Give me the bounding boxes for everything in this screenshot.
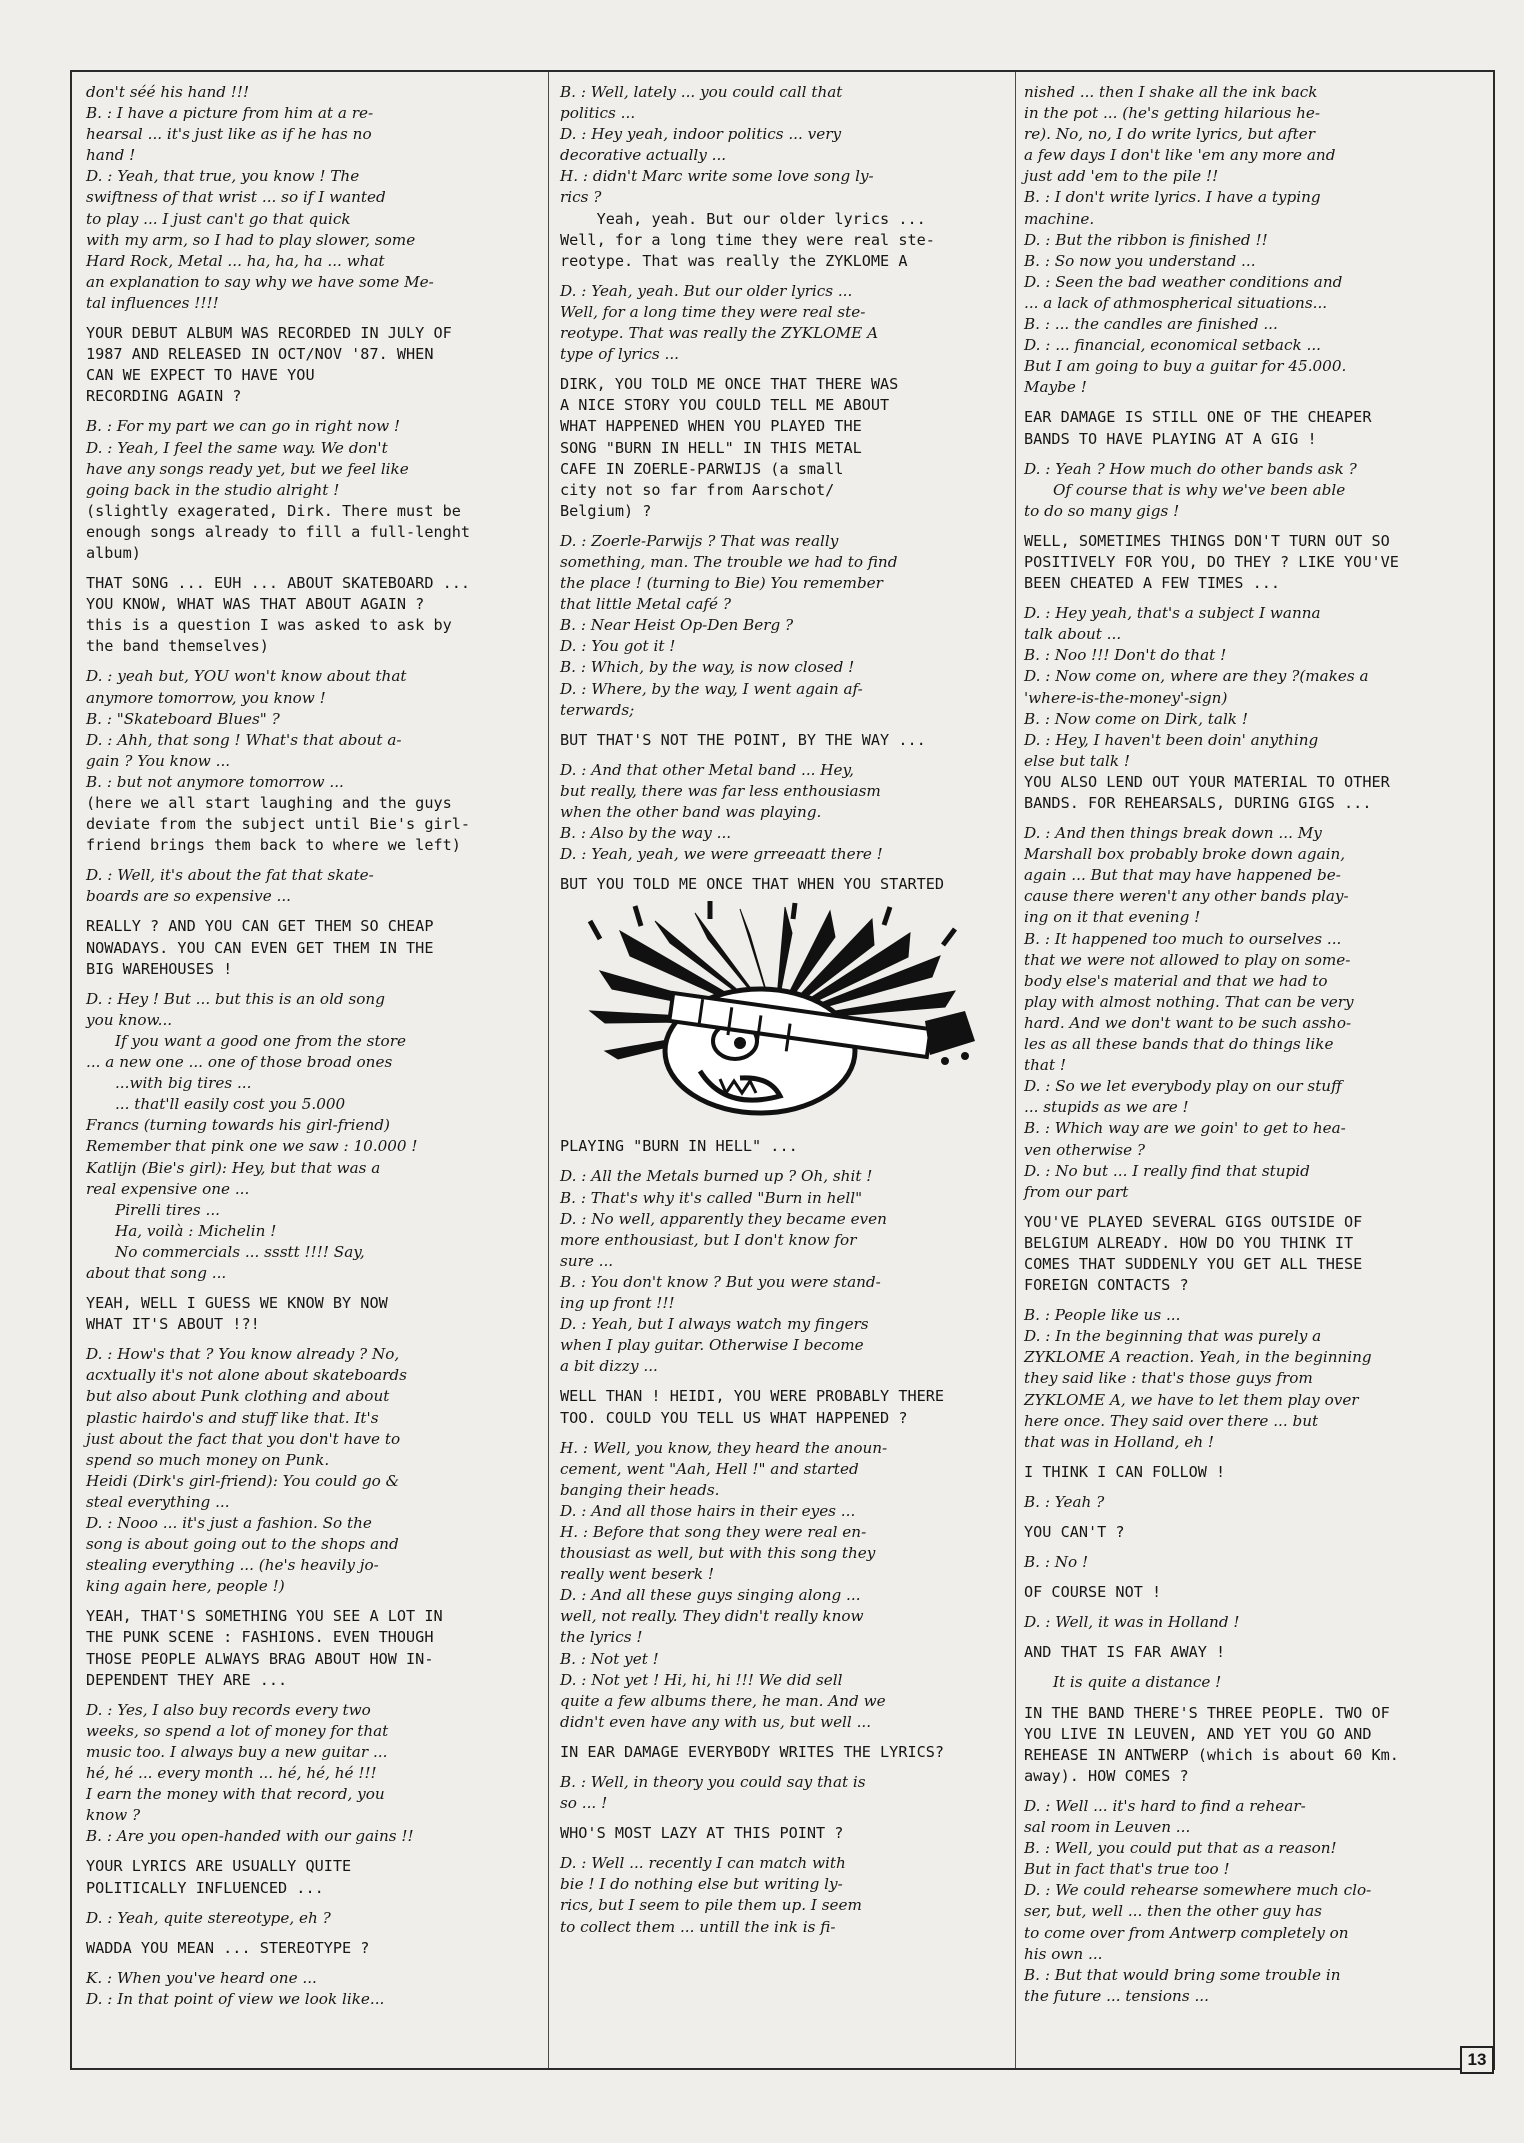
answer-line: Pirelli tires ... <box>86 1200 221 1219</box>
question-line: (here we all start laughing and the guys <box>86 794 452 812</box>
answer-line: song is about going out to the shops and <box>86 1535 399 1554</box>
answer-line: an explanation to say why we have some Me- <box>86 272 434 291</box>
answer-line: les as all these bands that do things like <box>1024 1035 1334 1054</box>
answer-line: D. : Hey yeah, that's a subject I wanna <box>1024 604 1321 623</box>
answer-line: D. : And then things break down ... My <box>1024 824 1322 843</box>
answer-line: B. : It happened too much to ourselves ... <box>1024 929 1342 948</box>
paragraph-gap <box>86 564 534 573</box>
answer-line: hard. And we don't want to be such assho- <box>1024 1013 1352 1032</box>
answer-line: machine. <box>1024 209 1095 228</box>
answer-line: ... a new one ... one of those broad ones <box>86 1053 393 1072</box>
question-line: WHO'S MOST LAZY AT THIS POINT ? <box>560 1824 844 1843</box>
paragraph-gap <box>86 1929 534 1938</box>
answer-line: D. : No but ... I really find that stupid <box>1024 1161 1310 1180</box>
question-line: A NICE STORY YOU COULD TELL ME ABOUT <box>560 396 890 415</box>
paragraph-gap <box>560 365 1010 374</box>
answer-line: D. : Well ... recently I can match with <box>560 1854 846 1873</box>
answer-line: D. : How's that ? You know already ? No, <box>86 1345 400 1364</box>
answer-line: B. : People like us ... <box>1024 1306 1181 1325</box>
question-line: OF COURSE NOT ! <box>1024 1583 1162 1602</box>
question-line: BELGIUM ALREADY. HOW DO YOU THINK IT <box>1024 1233 1354 1252</box>
answer-line: have any songs ready yet, but we feel like <box>86 459 409 478</box>
answer-line: weeks, so spend a lot of money for that <box>86 1721 389 1740</box>
question-line: IN THE BAND THERE'S THREE PEOPLE. TWO OF <box>1024 1703 1390 1722</box>
answer-line: cause there weren't any other bands play- <box>1024 887 1349 906</box>
answer-line: It is quite a distance ! <box>1024 1673 1222 1692</box>
answer-line: B. : So now you understand ... <box>1024 251 1256 270</box>
paragraph-gap <box>1024 814 1469 823</box>
question-line: WELL THAN ! HEIDI, YOU WERE PROBABLY THERE <box>560 1387 945 1406</box>
answer-line: rics, but I seem to pile them up. I seem <box>560 1896 862 1915</box>
paragraph-gap <box>560 522 1010 531</box>
answer-line: stealing everything ... (he's heavily jo- <box>86 1556 379 1575</box>
answer-line: they said like : that's those guys from <box>1024 1369 1313 1388</box>
answer-line: B. : Noo !!! Don't do that ! <box>1024 646 1227 665</box>
answer-line: Marshall box probably broke down again, <box>1024 845 1346 864</box>
paragraph-gap <box>1024 1453 1469 1462</box>
column-rule-1 <box>548 72 549 2068</box>
question-line: Well, for a long time they were real ste- <box>560 230 935 249</box>
question-line: Belgium) ? <box>560 501 652 520</box>
answer-line: D. : So we let everybody play on our stuff <box>1024 1077 1342 1096</box>
answer-line: B. : "Skateboard Blues" ? <box>86 709 280 728</box>
answer-line: H. : Well, you know, they heard the anoun- <box>560 1438 888 1457</box>
answer-line: that was in Holland, eh ! <box>1024 1432 1215 1451</box>
question-line: album) <box>86 543 141 562</box>
answer-line: with my arm, so I had to play slower, some <box>86 230 416 249</box>
answer-line: D. : Yeah, yeah. But our older lyrics ... <box>560 281 853 300</box>
answer-line: the future ... tensions ... <box>1024 1986 1209 2005</box>
question-line: city not so far from Aarschot/ <box>560 480 835 499</box>
answer-line: B. : Which way are we goin' to get to hea- <box>1024 1119 1346 1138</box>
answer-line: sal room in Leuven ... <box>1024 1818 1191 1837</box>
question-line: EAR DAMAGE IS STILL ONE OF THE CHEAPER <box>1024 408 1372 427</box>
answer-line: D. : Yeah, quite stereotype, eh ? <box>86 1908 331 1927</box>
answer-line: D. : Nooo ... it's just a fashion. So the <box>86 1514 372 1532</box>
question-line: SONG "BURN IN HELL" IN THIS METAL <box>560 438 862 457</box>
question-line: WADDA YOU MEAN ... STEREOTYPE ? <box>86 1938 370 1957</box>
answer-line: D. : Well, it was in Holland ! <box>1024 1613 1240 1632</box>
answer-line: here once. They said over there ... but <box>1024 1411 1319 1430</box>
paragraph-gap <box>86 1691 534 1700</box>
paragraph-gap <box>560 1157 1010 1166</box>
answer-line: the lyrics ! <box>560 1628 643 1647</box>
paragraph-gap <box>86 1335 534 1344</box>
paragraph-gap <box>560 1429 1010 1438</box>
answer-line: ven otherwise ? <box>1024 1140 1146 1159</box>
question-line: AND THAT IS FAR AWAY ! <box>1024 1643 1226 1662</box>
answer-line: else but talk ! <box>1024 751 1131 770</box>
answer-line: D. : You got it ! <box>560 637 676 656</box>
answer-line: re). No, no, I do write lyrics, but after <box>1024 125 1316 144</box>
answer-line: Maybe ! <box>1024 378 1087 397</box>
answer-line: the place ! (turning to Bie) You remember <box>560 574 883 593</box>
question-line: BUT YOU TOLD ME ONCE THAT WHEN YOU STARTED <box>560 875 945 894</box>
answer-line: D. : And all those hairs in their eyes ... <box>560 1501 856 1520</box>
question-line: POLITICALLY INFLUENCED ... <box>86 1878 324 1897</box>
answer-line: ... a lack of athmospherical situations... <box>1024 293 1328 312</box>
answer-line: B. : Well, in theory you could say that is <box>560 1773 866 1791</box>
question-line: CAN WE EXPECT TO HAVE YOU <box>86 366 315 385</box>
paragraph-gap <box>1024 1603 1469 1612</box>
answer-line: B. : Also by the way ... <box>560 824 732 843</box>
answer-line: reotype. That was really the ZYKLOME A <box>560 324 879 343</box>
paragraph-gap <box>86 1847 534 1856</box>
answer-line: Hard Rock, Metal ... ha, ha, ha ... what <box>86 251 385 270</box>
answer-line: D. : Yeah, I feel the same way. We don't <box>86 438 388 457</box>
answer-line: something, man. The trouble we had to find <box>560 552 898 571</box>
answer-line: steal everything ... <box>86 1492 230 1511</box>
answer-line: really went beserk ! <box>560 1565 715 1584</box>
answer-line: about that song ... <box>86 1263 227 1282</box>
question-line: TOO. COULD YOU TELL US WHAT HAPPENED ? <box>560 1408 908 1427</box>
paragraph-gap <box>560 272 1010 281</box>
question-line: THOSE PEOPLE ALWAYS BRAG ABOUT HOW IN- <box>86 1649 434 1668</box>
answer-line: H. : didn't Marc write some love song ly- <box>560 167 874 186</box>
paragraph-gap <box>86 907 534 916</box>
paragraph-gap <box>86 856 534 865</box>
paragraph-gap <box>560 751 1010 760</box>
column-1 <box>86 82 534 2010</box>
question-line: DIRK, YOU TOLD ME ONCE THAT THERE WAS <box>560 375 899 394</box>
answer-line: B. : Are you open-handed with our gains !! <box>86 1827 414 1846</box>
answer-line: D. : Yeah, yeah, we were grreeaatt there ! <box>560 845 883 864</box>
answer-line: don't séé his hand !!! <box>86 83 250 101</box>
answer-line: B. : No ! <box>1024 1553 1089 1572</box>
answer-line: body else's material and that we had to <box>1024 971 1328 990</box>
answer-line: B. : That's why it's called "Burn in hell" <box>560 1188 863 1207</box>
answer-line: B. : but not anymore tomorrow ... <box>86 772 344 791</box>
answer-line: But I am going to buy a guitar for 45.000. <box>1024 357 1347 376</box>
question-line: YOU LIVE IN LEUVEN, AND YET YOU GO AND <box>1024 1724 1372 1743</box>
answer-line: spend so much money on Punk. <box>86 1450 330 1469</box>
paragraph-gap <box>86 1899 534 1908</box>
question-line: friend brings them back to where we left) <box>86 836 461 855</box>
answer-line: D. : Now come on, where are they ?(makes a <box>1024 667 1369 686</box>
answer-line: more enthousiast, but I don't know for <box>560 1230 857 1249</box>
answer-line: to collect them ... untill the ink is fi- <box>560 1917 836 1936</box>
paragraph-gap <box>1024 1543 1469 1552</box>
answer-line: to do so many gigs ! <box>1024 501 1180 520</box>
answer-line: D. : Where, by the way, I went again af- <box>560 679 863 698</box>
question-line: enough songs already to fill a full-lenght <box>86 522 471 541</box>
question-line: YEAH, THAT'S SOMETHING YOU SEE A LOT IN <box>86 1607 443 1626</box>
answer-line: D. : In that point of view we look like... <box>86 1989 385 2008</box>
answer-line: from our part <box>1024 1182 1129 1201</box>
answer-line: decorative actually ... <box>560 146 727 165</box>
answer-line: type of lyrics ... <box>560 345 679 364</box>
question-line: YOUR LYRICS ARE USUALLY QUITE <box>86 1857 352 1876</box>
answer-line: B. : Yeah ? <box>1024 1492 1105 1511</box>
answer-line: B. : ... the candles are finished ... <box>1024 315 1278 334</box>
answer-line: cement, went "Aah, Hell !" and started <box>560 1459 859 1478</box>
answer-line: anymore tomorrow, you know ! <box>86 688 326 707</box>
answer-line: know ? <box>86 1806 141 1825</box>
question-line: REHEASE IN ANTWERP (which is about 60 Km. <box>1024 1745 1399 1764</box>
paragraph-gap <box>86 1597 534 1606</box>
answer-line: just about the fact that you don't have to <box>86 1429 401 1448</box>
question-line: away). HOW COMES ? <box>1024 1766 1189 1785</box>
paragraph-gap <box>560 721 1010 730</box>
answer-line: B. : I don't write lyrics. I have a typing <box>1024 188 1321 207</box>
answer-line: but really, there was far less enthousiasm <box>560 781 881 800</box>
answer-line: in the pot ... (he's getting hilarious he- <box>1024 104 1320 123</box>
answer-line: ... stupids as we are ! <box>1024 1098 1189 1117</box>
question-line: (slightly exagerated, Dirk. There must be <box>86 501 461 520</box>
answer-line: D. : Ahh, that song ! What's that about a- <box>86 730 402 749</box>
question-line: YOUR DEBUT ALBUM WAS RECORDED IN JULY OF <box>86 324 452 343</box>
answer-line: D. : Yes, I also buy records every two <box>86 1700 371 1719</box>
paragraph-gap <box>1024 1203 1469 1212</box>
answer-line: to play ... I just can't go that quick <box>86 209 351 228</box>
answer-line: didn't even have any with us, but well ... <box>560 1712 872 1731</box>
question-line: BUT THAT'S NOT THE POINT, BY THE WAY ... <box>560 730 926 749</box>
answer-line: that ! <box>1024 1056 1066 1075</box>
answer-line: play with almost nothing. That can be very <box>1024 992 1354 1011</box>
answer-line: again ... But that may have happened be- <box>1024 866 1341 885</box>
answer-line: D. : ... financial, economical setback ... <box>1024 336 1321 355</box>
paragraph-gap <box>560 1844 1010 1853</box>
column-rule-2 <box>1015 72 1016 2068</box>
answer-line: his own ... <box>1024 1944 1103 1963</box>
answer-line: plastic hairdo's and stuff like that. It's <box>86 1408 379 1427</box>
answer-line: ser, but, well ... then the other guy has <box>1024 1902 1322 1921</box>
paragraph-gap <box>86 1284 534 1293</box>
question-line: BANDS TO HAVE PLAYING AT A GIG ! <box>1024 429 1317 448</box>
answer-line: D. : We could rehearse somewhere much clo- <box>1024 1881 1372 1900</box>
paragraph-gap <box>1024 1694 1469 1703</box>
paragraph-gap <box>1024 1663 1469 1672</box>
answer-line: going back in the studio alright ! <box>86 480 340 499</box>
answer-line: when the other band was playing. <box>560 803 822 821</box>
answer-line: hearsal ... it's just like as if he has no <box>86 125 372 144</box>
answer-line: 'where-is-the-money'-sign) <box>1024 688 1228 707</box>
answer-line: B. : Near Heist Op-Den Berg ? <box>560 616 794 635</box>
answer-line: that little Metal café ? <box>560 595 731 614</box>
paragraph-gap <box>1024 1483 1469 1492</box>
answer-line: so ... ! <box>560 1794 608 1813</box>
answer-line: music too. I always buy a new guitar ... <box>86 1742 388 1761</box>
answer-line: D. : Yeah, that true, you know ! The <box>86 167 360 186</box>
answer-line: D. : Hey yeah, indoor politics ... very <box>560 125 842 144</box>
answer-line: swiftness of that wrist ... so if I wanted <box>86 188 386 207</box>
answer-line: H. : Before that song they were real en- <box>560 1522 867 1541</box>
question-line: PLAYING "BURN IN HELL" ... <box>560 1137 798 1156</box>
question-line: THE PUNK SCENE : FASHIONS. EVEN THOUGH <box>86 1628 434 1647</box>
paragraph-gap <box>86 314 534 323</box>
answer-line: B. : Well, you could put that as a reason! <box>1024 1839 1337 1858</box>
answer-line: Well, for a long time they were real ste- <box>560 302 866 321</box>
question-line: YOU CAN'T ? <box>1024 1523 1125 1541</box>
question-line: DEPENDENT THEY ARE ... <box>86 1670 288 1689</box>
question-line: WELL, SOMETIMES THINGS DON'T TURN OUT SO <box>1024 531 1390 550</box>
answer-line: D. : Well, it's about the fat that skate- <box>86 866 374 885</box>
answer-line: D. : Not yet ! Hi, hi, hi !!! We did sell <box>560 1670 843 1689</box>
question-line: I THINK I CAN FOLLOW ! <box>1024 1462 1226 1481</box>
question-line: reotype. That was really the ZYKLOME A <box>560 251 908 270</box>
paragraph-gap <box>1024 1296 1469 1305</box>
answer-line: Of course that is why we've been able <box>1024 480 1346 499</box>
paragraph-gap <box>1024 1633 1469 1642</box>
answer-line: sure ... <box>560 1251 614 1270</box>
paragraph-gap <box>1024 594 1469 603</box>
answer-line: acxtually it's not alone about skateboards <box>86 1366 407 1385</box>
question-line: IN EAR DAMAGE EVERYBODY WRITES THE LYRICS? <box>560 1742 945 1761</box>
answer-line: B. : For my part we can go in right now ! <box>86 417 401 436</box>
answer-line: to come over from Antwerp completely on <box>1024 1923 1349 1942</box>
answer-line: just add 'em to the pile !! <box>1024 167 1219 186</box>
paragraph-gap <box>86 980 534 989</box>
question-line: NOWADAYS. YOU CAN EVEN GET THEM IN THE <box>86 938 434 957</box>
question-line: BIG WAREHOUSES ! <box>86 959 233 978</box>
paragraph-gap <box>86 407 534 416</box>
question-line: BEEN CHEATED A FEW TIMES ... <box>1024 574 1281 593</box>
answer-line: D. : No well, apparently they became even <box>560 1209 887 1228</box>
answer-line: boards are so expensive ... <box>86 887 291 906</box>
answer-line: Heidi (Dirk's girl-friend): You could go & <box>86 1471 400 1490</box>
answer-line: Ha, voilà : Michelin ! <box>86 1221 277 1240</box>
answer-line: If you want a good one from the store <box>86 1031 406 1050</box>
page-number: 13 <box>1460 2046 1494 2074</box>
answer-line: bie ! I do nothing else but writing ly- <box>560 1875 843 1894</box>
answer-line: D. : Yeah, but I always watch my fingers <box>560 1315 869 1334</box>
question-line: YOU'VE PLAYED SEVERAL GIGS OUTSIDE OF <box>1024 1212 1363 1231</box>
answer-line: K. : When you've heard one ... <box>86 1968 317 1987</box>
answer-line: but also about Punk clothing and about <box>86 1387 390 1406</box>
answer-line: talk about ... <box>1024 625 1122 644</box>
paragraph-gap <box>1024 522 1469 531</box>
answer-line: B. : But that would bring some trouble in <box>1024 1965 1341 1984</box>
paragraph-gap <box>1024 398 1469 407</box>
answer-line: But in fact that's true too ! <box>1024 1860 1230 1879</box>
answer-line: that we were not allowed to play on some- <box>1024 950 1351 969</box>
question-line: REALLY ? AND YOU CAN GET THEM SO CHEAP <box>86 917 434 936</box>
question-line: YOU KNOW, WHAT WAS THAT ABOUT AGAIN ? <box>86 595 425 614</box>
answer-line: rics ? <box>560 188 602 207</box>
answer-line: king again here, people !) <box>86 1577 285 1596</box>
paragraph-gap <box>1024 450 1469 459</box>
answer-line: B. : Which, by the way, is now closed ! <box>560 658 855 677</box>
answer-line: B. : You don't know ? But you were stand- <box>560 1272 881 1291</box>
question-line: deviate from the subject until Bie's girl- <box>86 815 471 834</box>
question-line: WHAT HAPPENED WHEN YOU PLAYED THE <box>560 417 862 436</box>
question-line: the band themselves) <box>86 637 269 656</box>
answer-line: D. : yeah but, YOU won't know about that <box>86 667 407 686</box>
question-line: POSITIVELY FOR YOU, DO THEY ? LIKE YOU'VE <box>1024 552 1399 571</box>
answer-line: ...with big tires ... <box>86 1074 252 1093</box>
answer-line: I earn the money with that record, you <box>86 1785 385 1804</box>
question-line: RECORDING AGAIN ? <box>86 387 242 406</box>
answer-line: B. : Well, lately ... you could call that <box>560 83 843 101</box>
question-line: 1987 AND RELEASED IN OCT/NOV '87. WHEN <box>86 345 434 364</box>
answer-line: Katlijn (Bie's girl): Hey, but that was a <box>86 1158 381 1177</box>
question-line: CAFE IN ZOERLE-PARWIJS (a small <box>560 459 844 478</box>
punk-guitarist-illustration <box>560 901 990 1126</box>
question-line: FOREIGN CONTACTS ? <box>1024 1276 1189 1295</box>
answer-line: thousiast as well, but with this song they <box>560 1544 876 1563</box>
column-2 <box>560 82 1010 1938</box>
paragraph-gap <box>560 1763 1010 1772</box>
answer-line: politics ... <box>560 104 636 123</box>
paragraph-gap <box>86 1959 534 1968</box>
question-line: this is a question I was asked to ask by <box>86 616 452 635</box>
answer-line: D. : Hey ! But ... but this is an old song <box>86 989 385 1008</box>
paragraph-gap <box>1024 1573 1469 1582</box>
answer-line: ZYKLOME A, we have to let them play over <box>1024 1390 1359 1409</box>
answer-line: ing up front !!! <box>560 1294 675 1313</box>
column-3 <box>1024 82 1469 2007</box>
question-line: BANDS. FOR REHEARSALS, DURING GIGS ... <box>1024 794 1372 812</box>
answer-line: a bit dizzy ... <box>560 1357 658 1376</box>
answer-line: D. : In the beginning that was purely a <box>1024 1327 1322 1346</box>
answer-line: when I play guitar. Otherwise I become <box>560 1336 864 1355</box>
question-line: Yeah, yeah. But our older lyrics ... <box>560 209 926 228</box>
answer-line: D. : And all these guys singing along ... <box>560 1586 861 1605</box>
question-line: YEAH, WELL I GUESS WE KNOW BY NOW <box>86 1294 388 1313</box>
answer-line: No commercials ... ssstt !!!! Say, <box>86 1242 365 1261</box>
answer-line: ZYKLOME A reaction. Yeah, in the beginning <box>1024 1348 1372 1367</box>
answer-line: real expensive one ... <box>86 1179 250 1198</box>
paragraph-gap <box>560 1733 1010 1742</box>
answer-line: D. : Hey, I haven't been doin' anything <box>1024 730 1319 749</box>
answer-line: D. : And that other Metal band ... Hey, <box>560 760 854 779</box>
answer-line: D. : Well ... it's hard to find a rehear- <box>1024 1796 1306 1815</box>
answer-line: Francs (turning towards his girl-friend) <box>86 1116 390 1135</box>
answer-line: B. : Not yet ! <box>560 1649 659 1668</box>
answer-line: ing on it that evening ! <box>1024 908 1201 927</box>
answer-line: a few days I don't like 'em any more and <box>1024 146 1336 165</box>
paragraph-gap <box>86 657 534 666</box>
paragraph-gap <box>1024 1787 1469 1796</box>
answer-line: ... that'll easily cost you 5.000 <box>86 1095 346 1114</box>
answer-line: hand ! <box>86 146 136 165</box>
answer-line: B. : I have a picture from him at a re- <box>86 104 374 123</box>
paragraph-gap <box>560 1814 1010 1823</box>
question-line: WHAT IT'S ABOUT !?! <box>86 1315 260 1334</box>
question-line: THAT SONG ... EUH ... ABOUT SKATEBOARD ... <box>86 574 471 593</box>
answer-line: D. : Yeah ? How much do other bands ask ? <box>1024 459 1357 478</box>
answer-line: terwards; <box>560 700 635 719</box>
paragraph-gap <box>1024 1513 1469 1522</box>
answer-line: B. : Now come on Dirk, talk ! <box>1024 709 1248 728</box>
answer-line: D. : All the Metals burned up ? Oh, shit ! <box>560 1167 873 1186</box>
answer-line: well, not really. They didn't really know <box>560 1607 864 1626</box>
question-line: YOU ALSO LEND OUT YOUR MATERIAL TO OTHER <box>1024 772 1390 791</box>
answer-line: Remember that pink one we saw : 10.000 ! <box>86 1137 418 1156</box>
answer-line: D. : But the ribbon is finished !! <box>1024 230 1268 249</box>
answer-line: gain ? You know ... <box>86 751 231 770</box>
answer-line: quite a few albums there, he man. And we <box>560 1691 886 1710</box>
answer-line: hé, hé ... every month ... hé, hé, hé !!! <box>86 1764 377 1783</box>
question-line: COMES THAT SUDDENLY YOU GET ALL THESE <box>1024 1254 1363 1273</box>
paragraph-gap <box>560 1377 1010 1386</box>
answer-line: D. : Seen the bad weather conditions and <box>1024 272 1343 291</box>
answer-line: banging their heads. <box>560 1480 720 1499</box>
answer-line: nished ... then I shake all the ink back <box>1024 83 1318 101</box>
paragraph-gap <box>560 865 1010 874</box>
answer-line: you know... <box>86 1010 173 1029</box>
answer-line: D. : Zoerle-Parwijs ? That was really <box>560 531 839 550</box>
answer-line: tal influences !!!! <box>86 293 219 312</box>
